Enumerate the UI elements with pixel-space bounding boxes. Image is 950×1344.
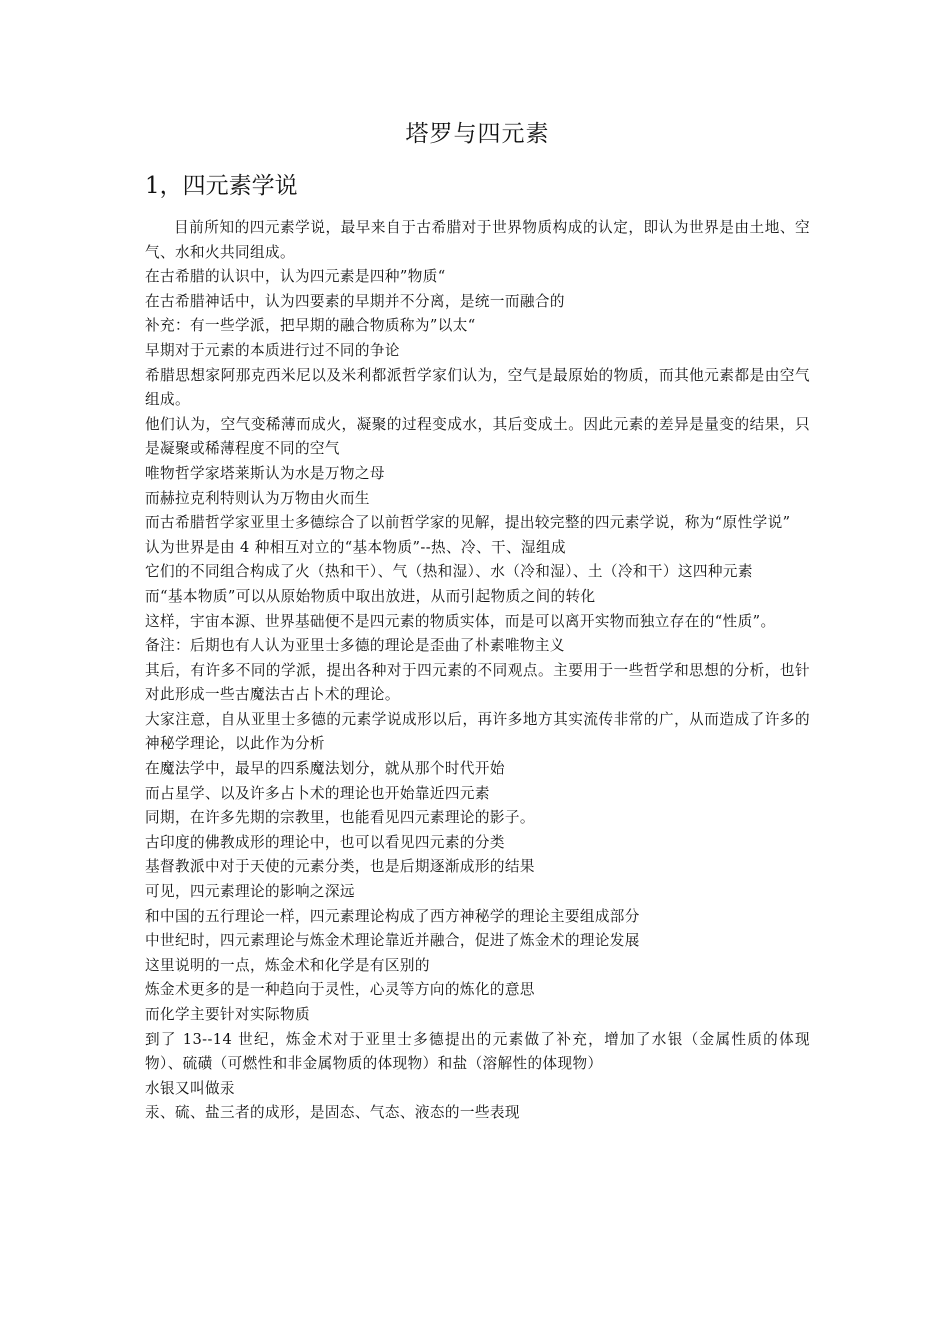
paragraph: 备注：后期也有人认为亚里士多德的理论是歪曲了朴素唯物主义	[145, 637, 565, 655]
paragraph: 而占星学、以及许多占卜术的理论也开始靠近四元素	[145, 784, 490, 802]
paragraph: 这样，宇宙本源、世界基础便不是四元素的物质实体，而是可以离开实物而独立存在的“性质”。	[145, 612, 776, 630]
paragraph: 中世纪时，四元素理论与炼金术理论靠近并融合，促进了炼金术的理论发展	[145, 932, 640, 950]
paragraph: 他们认为，空气变稀薄而成火，凝聚的过程变成水，其后变成土。因此元素的差异是量变的结果，只是凝聚或稀薄程度不同的空气	[145, 415, 810, 458]
paragraph: 在古希腊神话中，认为四要素的早期并不分离，是统一而融合的	[145, 292, 565, 310]
paragraph: 水银又叫做汞	[145, 1079, 235, 1097]
paragraph: 同期，在许多先期的宗教里，也能看见四元素理论的影子。	[145, 809, 535, 827]
paragraph: 而化学主要针对实际物质	[145, 1006, 310, 1023]
paragraph: 而“基本物质”可以从原始物质中取出放进，从而引起物质之间的转化	[145, 587, 596, 605]
paragraph: 而赫拉克利特则认为万物由火而生	[145, 489, 370, 507]
paragraph: 希腊思想家阿那克西米尼以及米利都派哲学家们认为，空气是最原始的物质，而其他元素都是由空气组成。	[145, 366, 810, 409]
paragraph: 大家注意，自从亚里士多德的元素学说成形以后，再许多地方其实流传非常的广，从而造成了许多的神秘学理论，以此作为分析	[145, 710, 810, 753]
paragraph: 可见，四元素理论的影响之深远	[145, 883, 355, 901]
paragraph: 这里说明的一点，炼金术和化学是有区别的	[145, 956, 430, 974]
paragraph: 唯物哲学家塔莱斯认为水是万物之母	[145, 464, 385, 482]
section-body	[145, 216, 810, 1126]
paragraph: 到了 13--14 世纪，炼金术对于亚里士多德提出的元素做了补充，增加了水银（金属性质的体现物）、硫磺（可燃性和非金属物质的体现物）和盐（溶解性的体现物）	[145, 1030, 810, 1073]
paragraph: 早期对于元素的本质进行过不同的争论	[145, 341, 400, 359]
paragraph: 汞、硫、盐三者的成形，是固态、气态、液态的一些表现	[145, 1104, 520, 1122]
paragraph: 它们的不同组合构成了火（热和干）、气（热和湿）、水（冷和湿）、土（冷和干）这四种元素	[145, 563, 753, 581]
section-heading: 1，四元素学说	[145, 173, 298, 199]
paragraph: 炼金术更多的是一种趋向于灵性，心灵等方向的炼化的意思	[145, 981, 535, 999]
paragraph: 补充：有一些学派，把早期的融合物质称为”以太“	[145, 317, 476, 335]
paragraph: 和中国的五行理论一样，四元素理论构成了西方神秘学的理论主要组成部分	[145, 907, 640, 925]
paragraph: 古印度的佛教成形的理论中，也可以看见四元素的分类	[145, 833, 505, 851]
paragraph: 而古希腊哲学家亚里士多德综合了以前哲学家的见解，提出较完整的四元素学说，称为“原性学说”	[145, 514, 791, 532]
paragraph: 基督教派中对于天使的元素分类，也是后期逐渐成形的结果	[145, 858, 535, 876]
paragraph: 其后，有许多不同的学派，提出各种对于四元素的不同观点。主要用于一些哲学和思想的分析，也针对此形成一些古魔法古占卜术的理论。	[145, 661, 810, 704]
paragraph: 认为世界是由 4 种相互对立的“基本物质”--热、冷、干、湿组成	[145, 538, 566, 556]
paragraph: 在古希腊的认识中，认为四元素是四种”物质“	[145, 268, 446, 286]
paragraph: 在魔法学中，最早的四系魔法划分，就从那个时代开始	[145, 760, 505, 778]
paragraph: 目前所知的四元素学说，最早来自于古希腊对于世界物质构成的认定，即认为世界是由土地、空气、水和火共同组成。	[145, 219, 810, 261]
document-title: 塔罗与四元素	[405, 121, 550, 147]
